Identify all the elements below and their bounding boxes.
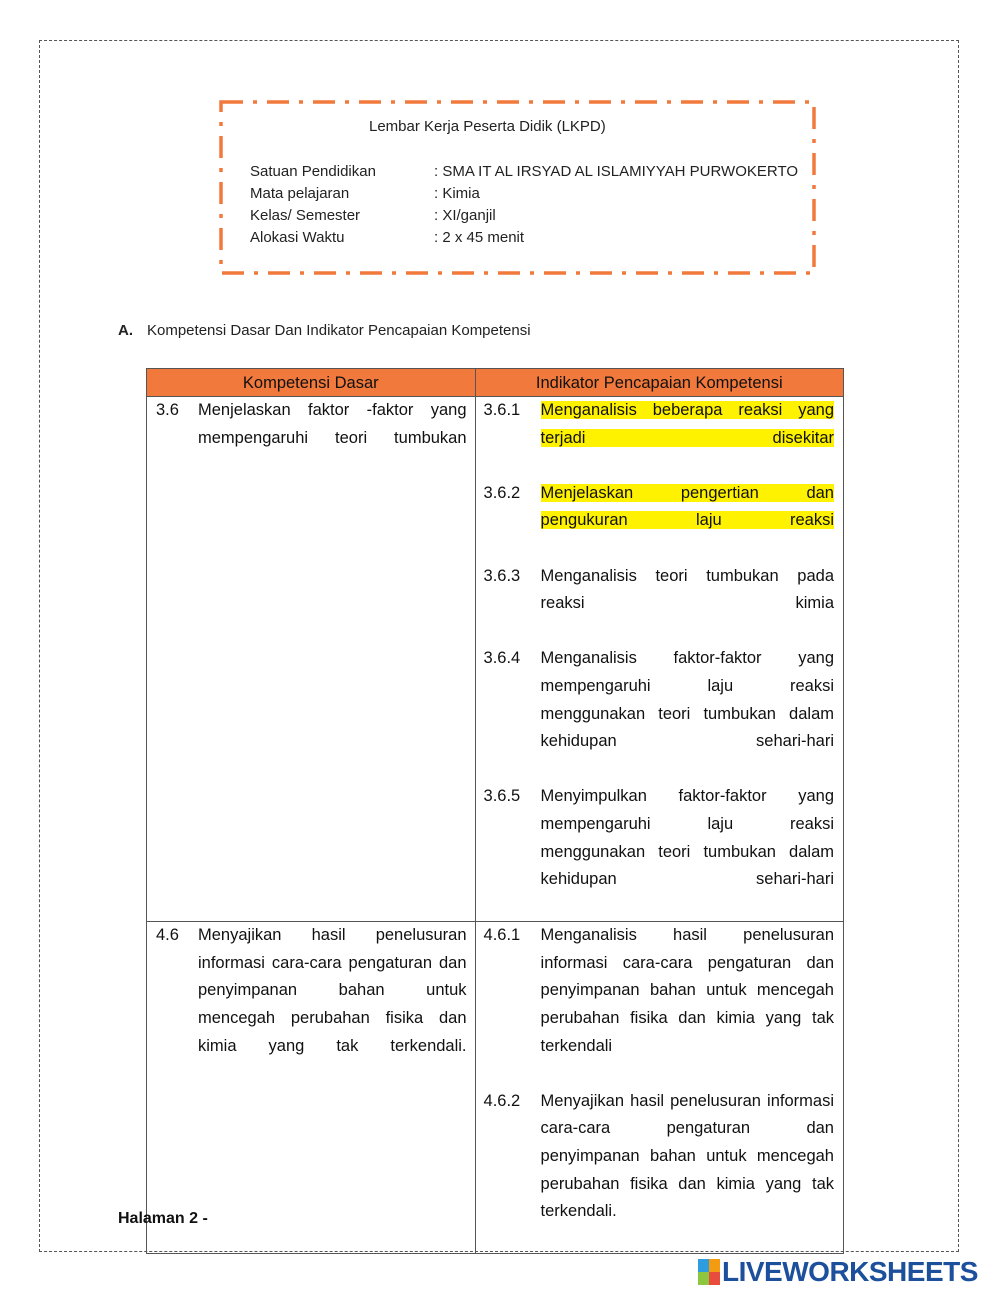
header-value: : Kimia [434, 185, 480, 202]
page-number-label: Halaman 2 - [118, 1210, 208, 1227]
indicator-item [476, 480, 843, 563]
liveworksheets-brand[interactable] [698, 1256, 978, 1288]
indicator-number: 4.6.2 [483, 1091, 521, 1110]
liveworksheets-logo-icon [698, 1259, 720, 1285]
indicator-text: Menyimpulkan faktor-faktor yang mempengaruhi laju reaksi menggunakan teori tumbukan dalam kehidupan sehari-hari [540, 787, 834, 889]
column-header-ipk: Indikator Pencapaian Kompetensi [475, 369, 843, 397]
indicator-item [476, 645, 843, 783]
indicator-text-highlighted: Menjelaskan pengertian dan pengukuran laju reaksi [540, 483, 834, 530]
indicator-number: 3.6.3 [483, 566, 521, 585]
kd-cell [147, 922, 476, 1254]
header-label: Kelas/ Semester [250, 207, 361, 224]
column-header-kd: Kompetensi Dasar [147, 369, 476, 397]
competency-table [146, 368, 844, 1254]
indicator-number: 3.6.2 [483, 483, 521, 502]
header-row-kelas [250, 207, 496, 224]
kd-number: 3.6 [156, 401, 179, 419]
indicator-item [476, 922, 843, 1088]
section-title: Kompetensi Dasar Dan Indikator Pencapaian Kompetensi [147, 322, 531, 339]
header-label: Satuan Pendidikan [250, 163, 376, 180]
table-row [147, 397, 844, 922]
indicator-item [476, 397, 843, 480]
header-label: Alokasi Waktu [250, 229, 345, 246]
indicator-item [476, 1088, 843, 1254]
kd-text: Menjelaskan faktor -faktor yang mempengaruhi teori tumbukan [198, 401, 467, 447]
kd-cell [147, 397, 476, 922]
indicator-item [476, 563, 843, 646]
header-value: : XI/ganjil [434, 207, 496, 224]
kd-item [147, 397, 475, 480]
header-row-mapel [250, 185, 480, 202]
header-label: Mata pelajaran [250, 185, 350, 202]
table-row [147, 922, 844, 1254]
indicator-text: Menganalisis hasil penelusuran informasi cara-cara pengaturan dan penyimpanan bahan untuk mencegah perubahan fisika dan kimia yang tak terkendali [540, 926, 834, 1055]
header-value: : 2 x 45 menit [434, 229, 525, 246]
kd-number: 4.6 [156, 926, 179, 945]
header-row-satuan [250, 163, 798, 180]
lkpd-header-box [219, 100, 816, 275]
kd-item [147, 922, 475, 1088]
indicator-item [476, 783, 843, 921]
ipk-cell [475, 922, 843, 1254]
indicator-number: 3.6.5 [483, 787, 521, 806]
brand-name: LIVEWORKSHEETS [722, 1256, 978, 1287]
indicator-text: Menganalisis teori tumbukan pada reaksi kimia [540, 566, 834, 613]
indicator-text: Menganalisis faktor-faktor yang mempengaruhi laju reaksi menggunakan teori tumbukan dalam kehidupan sehari-hari [540, 649, 834, 751]
header-value: : SMA IT AL IRSYAD AL ISLAMIYYAH PURWOKERTO [434, 163, 799, 180]
section-a-heading [118, 322, 531, 339]
kd-text: Menyajikan hasil penelusuran informasi cara-cara pengaturan dan penyimpanan bahan untuk mencegah perubahan fisika dan kimia yang tak terkendali. [198, 926, 467, 1055]
indicator-number: 3.6.4 [483, 649, 521, 668]
indicator-text-highlighted: Menganalisis beberapa reaksi yang terjadi disekitar [540, 401, 834, 447]
header-row-alokasi [250, 229, 524, 246]
indicator-text: Menyajikan hasil penelusuran informasi cara-cara pengaturan dan penyimpanan bahan untuk mencegah perubahan fisika dan kimia yang tak terkendali. [540, 1091, 834, 1221]
indicator-number: 3.6.1 [483, 401, 521, 419]
lkpd-title: Lembar Kerja Peserta Didik (LKPD) [369, 118, 606, 135]
section-letter: A. [118, 322, 133, 339]
ipk-cell [475, 397, 843, 922]
indicator-number: 4.6.1 [483, 926, 521, 945]
